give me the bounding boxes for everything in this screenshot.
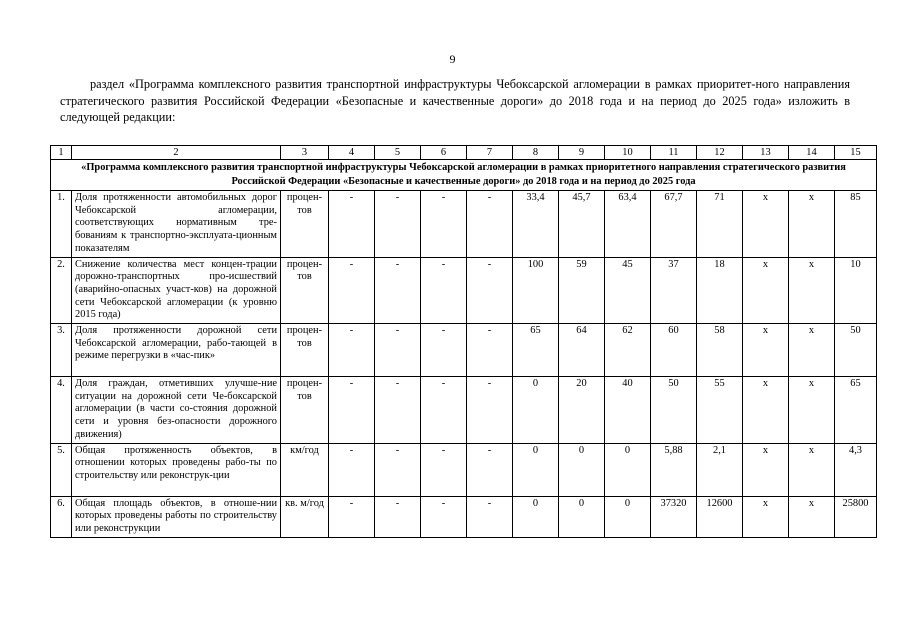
unit-cell: кв. м/год bbox=[281, 496, 329, 537]
column-number-cell: 15 bbox=[835, 146, 877, 160]
value-cell: - bbox=[421, 257, 467, 324]
value-cell: - bbox=[329, 257, 375, 324]
value-cell: 4,3 bbox=[835, 443, 877, 496]
column-number-cell: 4 bbox=[329, 146, 375, 160]
value-cell: 0 bbox=[559, 443, 605, 496]
indicator-name-cell: Общая протяженность объектов, в отношении которых проведены рабо-ты по строительству или реконструк-ции bbox=[72, 443, 281, 496]
row-number-cell: 1. bbox=[51, 191, 72, 258]
intro-text: раздел «Программа комплексного развития транспортной инфраструктуры Чебоксарской агломерации в рамках приоритет-ного направления стратегического развития Российской Федерации «Безопасные и качественные дороги» до 2018 года и на период до 2025 года» изложить в следующей редакции: bbox=[60, 77, 850, 124]
value-cell: х bbox=[789, 324, 835, 377]
value-cell: 60 bbox=[651, 324, 697, 377]
intro-paragraph bbox=[60, 76, 850, 126]
value-cell: - bbox=[467, 257, 513, 324]
value-cell: 100 bbox=[513, 257, 559, 324]
table-title-row bbox=[51, 160, 877, 191]
value-cell: 65 bbox=[835, 377, 877, 444]
value-cell: - bbox=[467, 191, 513, 258]
value-cell: х bbox=[743, 377, 789, 444]
value-cell: х bbox=[789, 496, 835, 537]
value-cell: 71 bbox=[697, 191, 743, 258]
value-cell: 18 bbox=[697, 257, 743, 324]
column-number-cell: 1 bbox=[51, 146, 72, 160]
value-cell: - bbox=[421, 191, 467, 258]
value-cell: 2,1 bbox=[697, 443, 743, 496]
value-cell: 5,88 bbox=[651, 443, 697, 496]
value-cell: х bbox=[743, 324, 789, 377]
table-row bbox=[51, 377, 877, 444]
value-cell: - bbox=[329, 496, 375, 537]
row-number-cell: 3. bbox=[51, 324, 72, 377]
value-cell: 20 bbox=[559, 377, 605, 444]
value-cell: 64 bbox=[559, 324, 605, 377]
value-cell: 67,7 bbox=[651, 191, 697, 258]
value-cell: 45 bbox=[605, 257, 651, 324]
indicator-name-cell: Доля протяженности дорожной сети Чебоксарской агломерации, рабо-тающей в режиме перегрузки в «час-пик» bbox=[72, 324, 281, 377]
value-cell: 85 bbox=[835, 191, 877, 258]
column-number-row bbox=[51, 146, 877, 160]
value-cell: 0 bbox=[513, 443, 559, 496]
unit-cell: процен-тов bbox=[281, 257, 329, 324]
indicator-name-cell: Доля протяженности автомобильных дорог Чебоксарской агломерации, соответствующих нормативным тре-бованиям к транспортно-эксплуата-ционным показателям bbox=[72, 191, 281, 258]
column-number-cell: 2 bbox=[72, 146, 281, 160]
indicator-name-cell: Снижение количества мест концен-трации дорожно-транспортных про-исшествий (аварийно-опасных участ-ков) на дорожной сети Чебоксарской агломерации (к уровню 2015 года) bbox=[72, 257, 281, 324]
table-row bbox=[51, 191, 877, 258]
column-number-cell: 14 bbox=[789, 146, 835, 160]
value-cell: - bbox=[375, 443, 421, 496]
value-cell: 37 bbox=[651, 257, 697, 324]
value-cell: - bbox=[375, 496, 421, 537]
column-number-cell: 10 bbox=[605, 146, 651, 160]
table-row bbox=[51, 496, 877, 537]
value-cell: 25800 bbox=[835, 496, 877, 537]
column-number-cell: 11 bbox=[651, 146, 697, 160]
row-number-cell: 4. bbox=[51, 377, 72, 444]
value-cell: х bbox=[789, 191, 835, 258]
row-number-cell: 6. bbox=[51, 496, 72, 537]
value-cell: 59 bbox=[559, 257, 605, 324]
unit-cell: процен-тов bbox=[281, 191, 329, 258]
row-number-cell: 2. bbox=[51, 257, 72, 324]
value-cell: х bbox=[743, 443, 789, 496]
column-number-cell: 6 bbox=[421, 146, 467, 160]
value-cell: - bbox=[329, 443, 375, 496]
value-cell: - bbox=[375, 257, 421, 324]
value-cell: - bbox=[421, 496, 467, 537]
indicators-table bbox=[50, 145, 877, 538]
value-cell: 12600 bbox=[697, 496, 743, 537]
column-number-cell: 9 bbox=[559, 146, 605, 160]
row-number-cell: 5. bbox=[51, 443, 72, 496]
table-title: «Программа комплексного развития транспортной инфраструктуры Чебоксарской агломерации в рамках приоритетного направления стратегического развития Российской Федерации «Безопасные и качественные дороги» до 2018 года и на период до 2025 года bbox=[51, 160, 877, 191]
value-cell: - bbox=[421, 443, 467, 496]
value-cell: - bbox=[375, 377, 421, 444]
value-cell: 37320 bbox=[651, 496, 697, 537]
value-cell: 65 bbox=[513, 324, 559, 377]
value-cell: - bbox=[467, 324, 513, 377]
table-row bbox=[51, 257, 877, 324]
value-cell: - bbox=[375, 324, 421, 377]
value-cell: 10 bbox=[835, 257, 877, 324]
value-cell: 0 bbox=[605, 443, 651, 496]
unit-cell: процен-тов bbox=[281, 324, 329, 377]
value-cell: 33,4 bbox=[513, 191, 559, 258]
column-number-cell: 7 bbox=[467, 146, 513, 160]
unit-cell: км/год bbox=[281, 443, 329, 496]
value-cell: - bbox=[467, 377, 513, 444]
indicator-name-cell: Общая площадь объектов, в отноше-нии которых проведены работы по строительству или реконструкции bbox=[72, 496, 281, 537]
value-cell: 62 bbox=[605, 324, 651, 377]
value-cell: - bbox=[467, 443, 513, 496]
value-cell: х bbox=[789, 377, 835, 444]
value-cell: - bbox=[421, 324, 467, 377]
value-cell: 0 bbox=[513, 377, 559, 444]
value-cell: - bbox=[467, 496, 513, 537]
value-cell: - bbox=[421, 377, 467, 444]
value-cell: х bbox=[743, 496, 789, 537]
value-cell: 45,7 bbox=[559, 191, 605, 258]
value-cell: 0 bbox=[559, 496, 605, 537]
value-cell: 55 bbox=[697, 377, 743, 444]
column-number-cell: 12 bbox=[697, 146, 743, 160]
table-row bbox=[51, 443, 877, 496]
value-cell: х bbox=[743, 191, 789, 258]
value-cell: 0 bbox=[605, 496, 651, 537]
column-number-cell: 5 bbox=[375, 146, 421, 160]
value-cell: 63,4 bbox=[605, 191, 651, 258]
value-cell: 50 bbox=[651, 377, 697, 444]
table-row bbox=[51, 324, 877, 377]
value-cell: 50 bbox=[835, 324, 877, 377]
value-cell: - bbox=[375, 191, 421, 258]
column-number-cell: 3 bbox=[281, 146, 329, 160]
value-cell: - bbox=[329, 377, 375, 444]
value-cell: х bbox=[789, 443, 835, 496]
page-number: 9 bbox=[449, 52, 456, 66]
value-cell: х bbox=[789, 257, 835, 324]
indicator-name-cell: Доля граждан, отметивших улучше-ние ситуации на дорожной сети Че-боксарской агломерации (в части со-стояния дорожной сети и уровня без-опасности дорожного движения) bbox=[72, 377, 281, 444]
value-cell: 58 bbox=[697, 324, 743, 377]
value-cell: 40 bbox=[605, 377, 651, 444]
column-number-cell: 8 bbox=[513, 146, 559, 160]
value-cell: х bbox=[743, 257, 789, 324]
value-cell: - bbox=[329, 191, 375, 258]
unit-cell: процен-тов bbox=[281, 377, 329, 444]
column-number-cell: 13 bbox=[743, 146, 789, 160]
value-cell: - bbox=[329, 324, 375, 377]
value-cell: 0 bbox=[513, 496, 559, 537]
